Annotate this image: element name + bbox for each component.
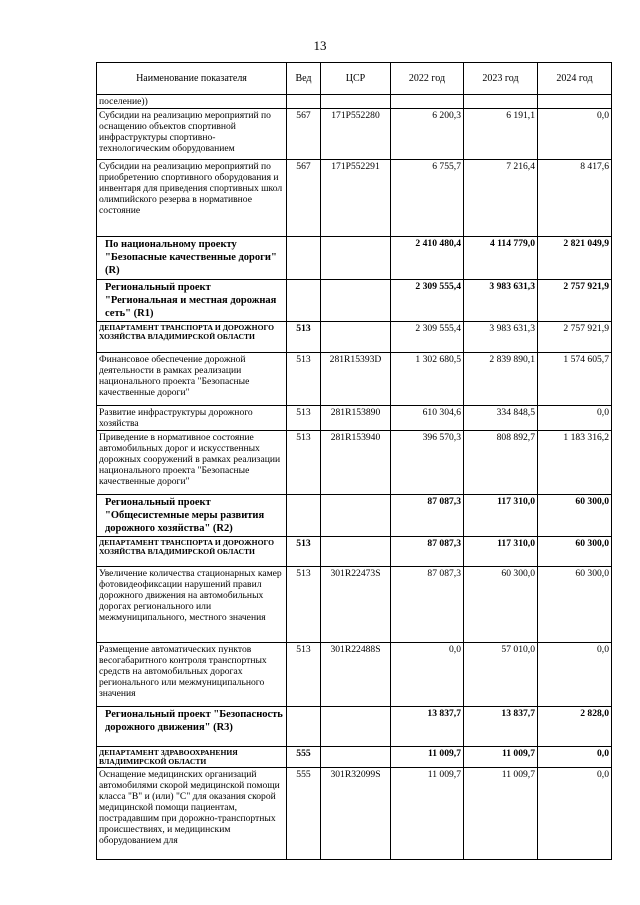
row-ved bbox=[287, 95, 321, 109]
row-name: Размещение автоматических пунктов весогабаритного контроля транспортных средств на автомобильных дорогах регионального или межмуниципального значения bbox=[97, 643, 287, 707]
table-row-department bbox=[97, 322, 612, 353]
row-name: Оснащение медицинских организаций автомобилями скорой медицинской помощи класса "В" и (или) "С" для оказания скорой медицинской помощи пациентам, пострадавшим при дорожно-транспортных происшествиях, и медицинским оборудованием для bbox=[97, 768, 287, 860]
table-row-regional-project bbox=[97, 280, 612, 322]
row-2024: 0,0 bbox=[538, 109, 612, 160]
row-2023: 11 009,7 bbox=[464, 747, 538, 768]
row-name: Региональный проект "Общесистемные меры развития дорожного хозяйства" (R2) bbox=[97, 495, 287, 537]
row-2022: 2 309 555,4 bbox=[391, 280, 464, 322]
row-2024: 60 300,0 bbox=[538, 567, 612, 643]
row-ved: 513 bbox=[287, 643, 321, 707]
table-row bbox=[97, 768, 612, 860]
row-ved: 513 bbox=[287, 431, 321, 495]
table-row bbox=[97, 353, 612, 406]
row-2022: 6 755,7 bbox=[391, 160, 464, 237]
table-row-national-project bbox=[97, 237, 612, 280]
row-ved: 567 bbox=[287, 160, 321, 237]
table-row bbox=[97, 109, 612, 160]
row-2024: 60 300,0 bbox=[538, 495, 612, 537]
row-ved bbox=[287, 495, 321, 537]
row-name: ДЕПАРТАМЕНТ ТРАНСПОРТА И ДОРОЖНОГО ХОЗЯЙСТВА ВЛАДИМИРСКОЙ ОБЛАСТИ bbox=[97, 322, 287, 353]
row-ved: 513 bbox=[287, 537, 321, 567]
table-row bbox=[97, 567, 612, 643]
header-csr: ЦСР bbox=[321, 63, 391, 95]
row-name: ДЕПАРТАМЕНТ ТРАНСПОРТА И ДОРОЖНОГО ХОЗЯЙСТВА ВЛАДИМИРСКОЙ ОБЛАСТИ bbox=[97, 537, 287, 567]
row-csr bbox=[321, 537, 391, 567]
row-2024: 2 757 921,9 bbox=[538, 280, 612, 322]
row-2023: 808 892,7 bbox=[464, 431, 538, 495]
row-ved: 555 bbox=[287, 747, 321, 768]
row-csr bbox=[321, 322, 391, 353]
table-row-department bbox=[97, 747, 612, 768]
row-csr: 281R15393D bbox=[321, 353, 391, 406]
row-2022 bbox=[391, 95, 464, 109]
header-ved: Вед bbox=[287, 63, 321, 95]
row-2022: 1 302 680,5 bbox=[391, 353, 464, 406]
row-ved: 555 bbox=[287, 768, 321, 860]
row-name: поселение)) bbox=[97, 95, 287, 109]
row-ved bbox=[287, 280, 321, 322]
table-row bbox=[97, 643, 612, 707]
row-csr bbox=[321, 280, 391, 322]
row-2024: 0,0 bbox=[538, 747, 612, 768]
row-name: По национальному проекту "Безопасные качественные дороги" (R) bbox=[97, 237, 287, 280]
table-row bbox=[97, 431, 612, 495]
row-name: Региональный проект "Региональная и местная дорожная сеть" (R1) bbox=[97, 280, 287, 322]
row-name: Развитие инфраструктуры дорожного хозяйства bbox=[97, 406, 287, 431]
row-ved bbox=[287, 707, 321, 747]
page-number: 13 bbox=[313, 38, 327, 53]
row-2022: 0,0 bbox=[391, 643, 464, 707]
row-csr: 171P552280 bbox=[321, 109, 391, 160]
row-name: Региональный проект "Безопасность дорожного движения" (R3) bbox=[97, 707, 287, 747]
row-csr: 281R153890 bbox=[321, 406, 391, 431]
row-2023: 3 983 631,3 bbox=[464, 280, 538, 322]
row-csr: 281R153940 bbox=[321, 431, 391, 495]
row-2024: 0,0 bbox=[538, 768, 612, 860]
row-2023: 117 310,0 bbox=[464, 537, 538, 567]
row-ved: 513 bbox=[287, 406, 321, 431]
row-2022: 11 009,7 bbox=[391, 747, 464, 768]
header-name: Наименование показателя bbox=[97, 63, 287, 95]
row-2024: 0,0 bbox=[538, 406, 612, 431]
row-2023: 4 114 779,0 bbox=[464, 237, 538, 280]
header-2024: 2024 год bbox=[538, 63, 612, 95]
row-2024: 2 757 921,9 bbox=[538, 322, 612, 353]
table-row-regional-project bbox=[97, 495, 612, 537]
row-2023: 7 216,4 bbox=[464, 160, 538, 237]
row-2024 bbox=[538, 95, 612, 109]
row-2022: 6 200,3 bbox=[391, 109, 464, 160]
budget-table bbox=[96, 62, 612, 860]
row-csr: 301R32099S bbox=[321, 768, 391, 860]
header-2023: 2023 год bbox=[464, 63, 538, 95]
row-csr bbox=[321, 95, 391, 109]
row-2023: 2 839 890,1 bbox=[464, 353, 538, 406]
row-2022: 610 304,6 bbox=[391, 406, 464, 431]
table-row bbox=[97, 406, 612, 431]
table-row-department bbox=[97, 537, 612, 567]
row-2023: 11 009,7 bbox=[464, 768, 538, 860]
row-2024: 1 574 605,7 bbox=[538, 353, 612, 406]
row-ved: 513 bbox=[287, 353, 321, 406]
row-csr bbox=[321, 707, 391, 747]
row-2024: 1 183 316,2 bbox=[538, 431, 612, 495]
row-2024: 2 821 049,9 bbox=[538, 237, 612, 280]
row-2024: 8 417,6 bbox=[538, 160, 612, 237]
row-csr: 301R22488S bbox=[321, 643, 391, 707]
row-name: Увеличение количества стационарных камер фотовидеофиксации нарушений правил дорожного движения на автомобильных дорогах регионального или межмуниципального, местного значения bbox=[97, 567, 287, 643]
row-2023: 13 837,7 bbox=[464, 707, 538, 747]
row-ved: 513 bbox=[287, 322, 321, 353]
row-csr: 171P552291 bbox=[321, 160, 391, 237]
row-2022: 2 309 555,4 bbox=[391, 322, 464, 353]
table-row bbox=[97, 95, 612, 109]
row-csr bbox=[321, 237, 391, 280]
row-2022: 87 087,3 bbox=[391, 567, 464, 643]
row-2022: 2 410 480,4 bbox=[391, 237, 464, 280]
row-csr: 301R22473S bbox=[321, 567, 391, 643]
row-2023: 3 983 631,3 bbox=[464, 322, 538, 353]
row-2022: 87 087,3 bbox=[391, 495, 464, 537]
row-ved bbox=[287, 237, 321, 280]
row-2024: 60 300,0 bbox=[538, 537, 612, 567]
row-name: Финансовое обеспечение дорожной деятельности в рамках реализации национального проекта "Безопасные качественные дороги" bbox=[97, 353, 287, 406]
table-row-regional-project bbox=[97, 707, 612, 747]
row-name: Приведение в нормативное состояние автомобильных дорог и искусственных дорожных сооружений в рамках реализации национального проекта "Безопасные качественные дороги" bbox=[97, 431, 287, 495]
row-2023: 6 191,1 bbox=[464, 109, 538, 160]
row-2022: 13 837,7 bbox=[391, 707, 464, 747]
row-name: Субсидии на реализацию мероприятий по приобретению спортивного оборудования и инвентаря для приведения спортивных школ олимпийского резерва в нормативное состояние bbox=[97, 160, 287, 237]
row-ved: 513 bbox=[287, 567, 321, 643]
row-2022: 87 087,3 bbox=[391, 537, 464, 567]
row-2023: 334 848,5 bbox=[464, 406, 538, 431]
row-2023: 57 010,0 bbox=[464, 643, 538, 707]
header-2022: 2022 год bbox=[391, 63, 464, 95]
row-csr bbox=[321, 495, 391, 537]
row-2024: 0,0 bbox=[538, 643, 612, 707]
row-2023 bbox=[464, 95, 538, 109]
row-2023: 60 300,0 bbox=[464, 567, 538, 643]
row-csr bbox=[321, 747, 391, 768]
row-name: ДЕПАРТАМЕНТ ЗДРАВООХРАНЕНИЯ ВЛАДИМИРСКОЙ ОБЛАСТИ bbox=[97, 747, 287, 768]
table-row bbox=[97, 160, 612, 237]
row-2022: 11 009,7 bbox=[391, 768, 464, 860]
row-2024: 2 828,0 bbox=[538, 707, 612, 747]
table-header-row bbox=[97, 63, 612, 95]
row-2022: 396 570,3 bbox=[391, 431, 464, 495]
row-ved: 567 bbox=[287, 109, 321, 160]
row-name: Субсидии на реализацию мероприятий по оснащению объектов спортивной инфраструктуры спортивно-технологическим оборудованием bbox=[97, 109, 287, 160]
row-2023: 117 310,0 bbox=[464, 495, 538, 537]
